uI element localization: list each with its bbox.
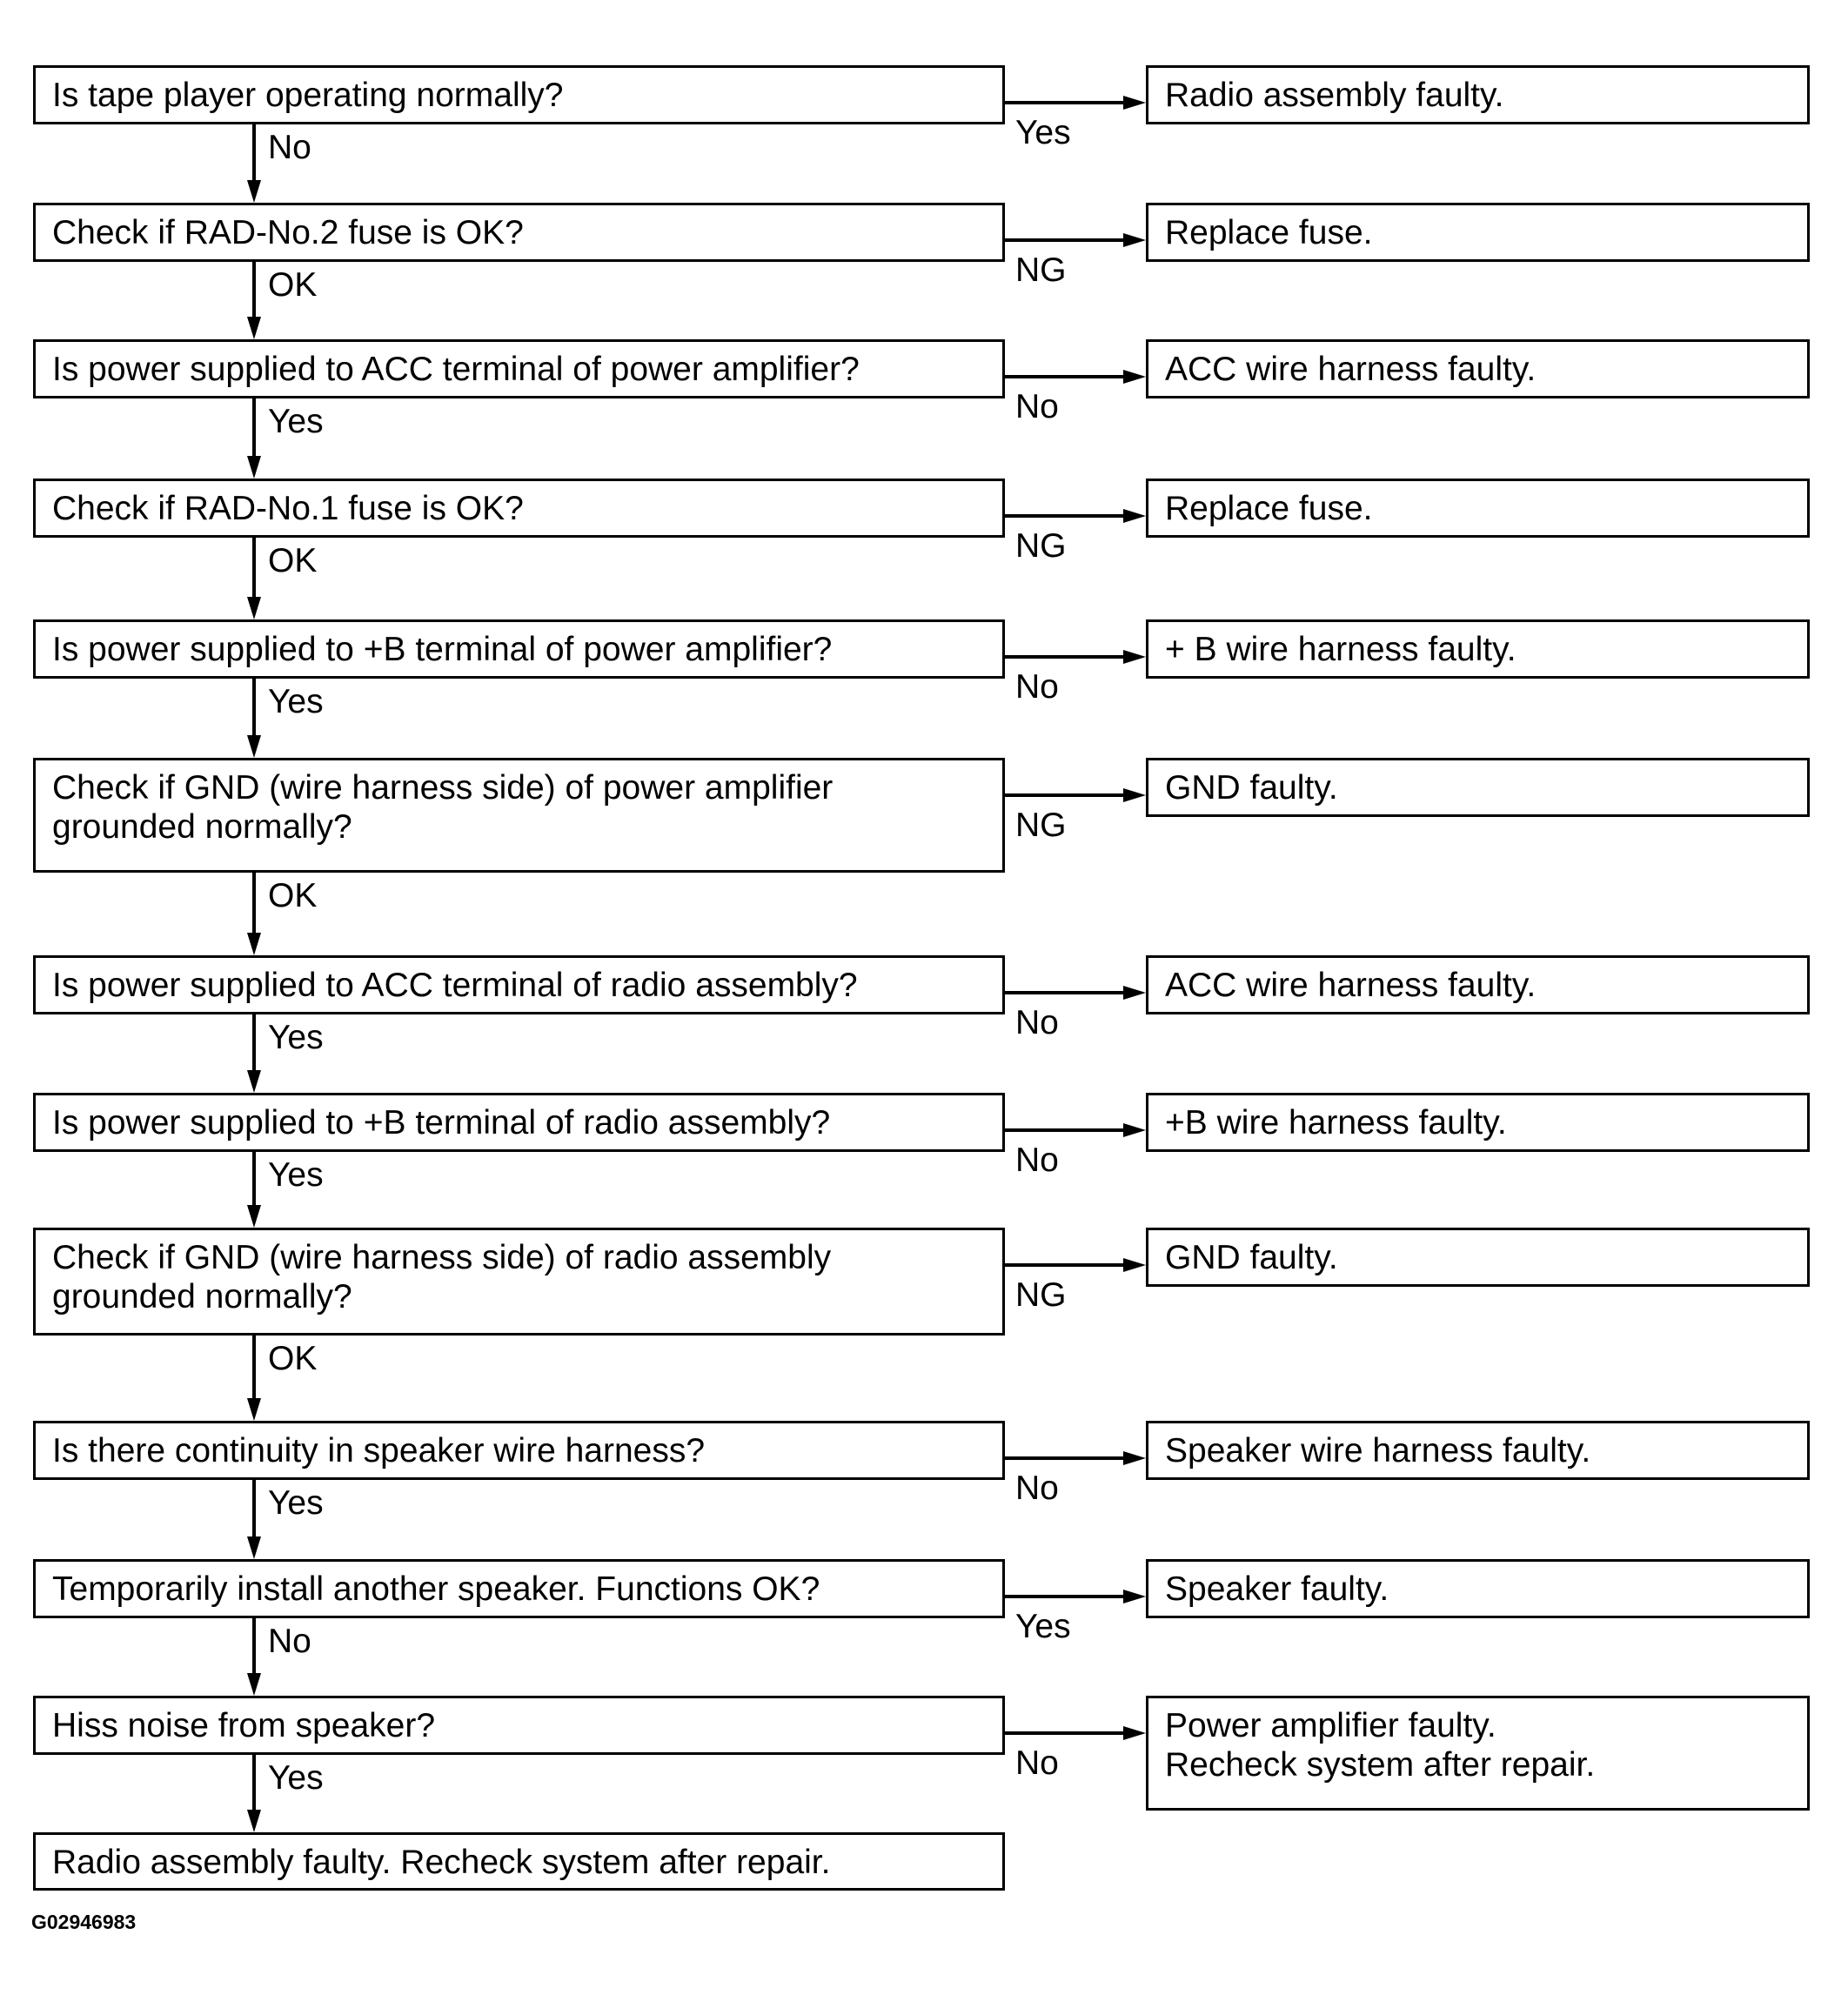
next-arrowhead-4 <box>247 597 261 619</box>
next-arrowhead-11 <box>247 1673 261 1696</box>
branch-label-3: No <box>1015 388 1059 425</box>
result-box-6: GND faulty. <box>1146 758 1810 817</box>
branch-label-7: No <box>1015 1004 1059 1041</box>
next-arrowhead-1 <box>247 180 261 203</box>
next-label-2: OK <box>268 266 318 304</box>
branch-label-1: Yes <box>1015 114 1071 151</box>
branch-arrowhead-10 <box>1123 1451 1146 1465</box>
question-box-12: Hiss noise from speaker? <box>33 1696 1005 1755</box>
question-box-3: Is power supplied to ACC terminal of power amplifier? <box>33 339 1005 398</box>
next-label-7: Yes <box>268 1019 324 1056</box>
result-box-8: +B wire harness faulty. <box>1146 1093 1810 1152</box>
question-box-2: Check if RAD-No.2 fuse is OK? <box>33 203 1005 262</box>
next-label-11: No <box>268 1623 311 1660</box>
result-box-1: Radio assembly faulty. <box>1146 65 1810 124</box>
result-box-10: Speaker wire harness faulty. <box>1146 1421 1810 1480</box>
next-label-5: Yes <box>268 683 324 720</box>
result-box-2: Replace fuse. <box>1146 203 1810 262</box>
next-label-4: OK <box>268 542 318 579</box>
result-box-12: Power amplifier faulty. Recheck system after repair. <box>1146 1696 1810 1811</box>
next-label-12: Yes <box>268 1759 324 1797</box>
next-arrowhead-9 <box>247 1398 261 1421</box>
branch-label-11: Yes <box>1015 1608 1071 1645</box>
next-label-9: OK <box>268 1340 318 1377</box>
result-box-9: GND faulty. <box>1146 1228 1810 1287</box>
next-label-3: Yes <box>268 403 324 440</box>
branch-arrowhead-11 <box>1123 1590 1146 1603</box>
branch-arrowhead-5 <box>1123 650 1146 664</box>
result-box-4: Replace fuse. <box>1146 479 1810 538</box>
branch-arrowhead-8 <box>1123 1123 1146 1137</box>
branch-arrowhead-7 <box>1123 986 1146 1000</box>
result-box-11: Speaker faulty. <box>1146 1559 1810 1618</box>
branch-label-12: No <box>1015 1744 1059 1782</box>
question-box-1: Is tape player operating normally? <box>33 65 1005 124</box>
question-box-5: Is power supplied to +B terminal of power amplifier? <box>33 619 1005 679</box>
next-arrowhead-6 <box>247 933 261 955</box>
final-result-box: Radio assembly faulty. Recheck system after repair. <box>33 1832 1005 1891</box>
branch-arrowhead-9 <box>1123 1258 1146 1272</box>
question-box-4: Check if RAD-No.1 fuse is OK? <box>33 479 1005 538</box>
branch-label-4: NG <box>1015 527 1067 565</box>
next-arrowhead-3 <box>247 456 261 479</box>
question-box-11: Temporarily install another speaker. Functions OK? <box>33 1559 1005 1618</box>
question-box-10: Is there continuity in speaker wire harness? <box>33 1421 1005 1480</box>
branch-arrowhead-12 <box>1123 1726 1146 1740</box>
branch-arrowhead-1 <box>1123 96 1146 110</box>
question-box-6: Check if GND (wire harness side) of power amplifier grounded normally? <box>33 758 1005 873</box>
branch-label-5: No <box>1015 668 1059 706</box>
next-label-1: No <box>268 129 311 166</box>
branch-arrowhead-6 <box>1123 788 1146 802</box>
branch-label-8: No <box>1015 1141 1059 1179</box>
question-box-8: Is power supplied to +B terminal of radio assembly? <box>33 1093 1005 1152</box>
figure-id: G02946983 <box>31 1911 137 1933</box>
result-box-3: ACC wire harness faulty. <box>1146 339 1810 398</box>
question-box-9: Check if GND (wire harness side) of radio assembly grounded normally? <box>33 1228 1005 1336</box>
branch-label-10: No <box>1015 1469 1059 1507</box>
next-label-6: OK <box>268 877 318 914</box>
next-arrowhead-12 <box>247 1810 261 1832</box>
branch-arrowhead-2 <box>1123 233 1146 247</box>
question-box-7: Is power supplied to ACC terminal of radio assembly? <box>33 955 1005 1014</box>
branch-label-2: NG <box>1015 251 1067 289</box>
branch-label-6: NG <box>1015 807 1067 844</box>
next-arrowhead-5 <box>247 735 261 758</box>
next-label-10: Yes <box>268 1484 324 1522</box>
branch-arrowhead-4 <box>1123 509 1146 523</box>
next-arrowhead-8 <box>247 1205 261 1228</box>
next-arrowhead-2 <box>247 317 261 339</box>
next-label-8: Yes <box>268 1156 324 1194</box>
result-box-7: ACC wire harness faulty. <box>1146 955 1810 1014</box>
next-arrowhead-7 <box>247 1070 261 1093</box>
branch-label-9: NG <box>1015 1276 1067 1314</box>
branch-arrowhead-3 <box>1123 370 1146 384</box>
result-box-5: + B wire harness faulty. <box>1146 619 1810 679</box>
next-arrowhead-10 <box>247 1536 261 1559</box>
